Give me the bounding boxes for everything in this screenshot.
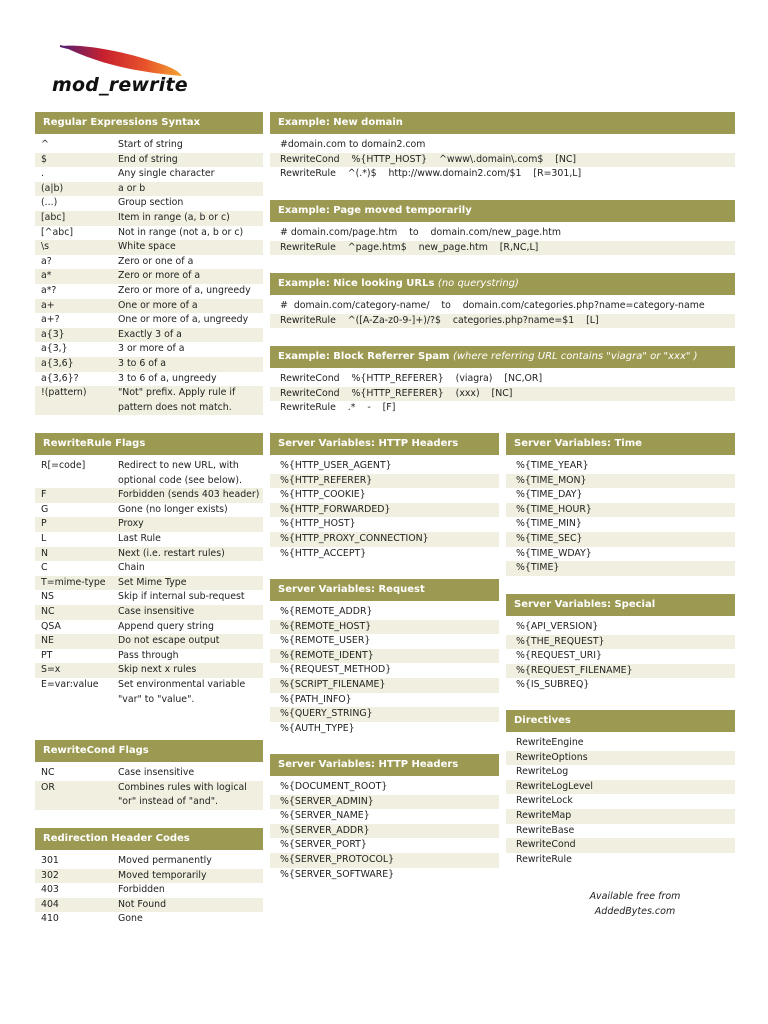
row-description: Moved temporarily <box>118 869 207 881</box>
row-description: Set Mime Type <box>118 576 187 588</box>
row-description: Pass through <box>118 649 179 661</box>
row-key: \s <box>41 241 50 253</box>
row-key: (...) <box>41 197 58 209</box>
table-row <box>35 342 263 357</box>
list-item: #domain.com to domain2.com <box>280 139 426 150</box>
row-key: [abc] <box>41 211 66 223</box>
table-row <box>35 284 263 299</box>
row-description: Combines rules with logical "or" instead of "and". <box>118 781 247 808</box>
row-key: 410 <box>41 913 59 925</box>
example-new-domain-header: Example: New domain <box>270 112 735 134</box>
row-key: NC <box>41 767 55 778</box>
row-key: L <box>41 532 47 544</box>
table-row <box>35 328 263 343</box>
list-item: RewriteLogLevel <box>506 780 735 795</box>
list-item: %{TIME_HOUR} <box>506 503 735 518</box>
row-key: a* <box>41 270 52 282</box>
row-description: Gone (no longer exists) <box>118 503 228 515</box>
list-item: RewriteRule ^page.htm$ new_page.htm [R,NC,L] <box>270 241 735 256</box>
example-nice-urls <box>270 273 735 328</box>
list-item: %{SERVER_PORT} <box>280 839 367 851</box>
row-key: NC <box>41 605 55 617</box>
row-key: a*? <box>41 284 57 296</box>
table-row <box>35 240 263 255</box>
table-row <box>35 167 263 182</box>
row-description: Next (i.e. restart rules) <box>118 547 225 559</box>
list-item: %{HTTP_HOST} <box>280 518 356 530</box>
row-description: Gone <box>118 913 143 925</box>
sv-special-lines <box>506 620 735 693</box>
row-key: OR <box>41 781 55 793</box>
row-description: One or more of a <box>118 299 198 311</box>
sv-special-header: Server Variables: Special <box>506 594 735 616</box>
sv-request-header: Server Variables: Request <box>270 579 499 601</box>
row-description: 3 to 6 of a, ungreedy <box>118 372 217 384</box>
row-description: End of string <box>118 153 178 165</box>
row-description: "Not" prefix. Apply rule if pattern does not match. <box>118 387 236 413</box>
list-item: %{SCRIPT_FILENAME} <box>270 678 499 693</box>
list-item: RewriteMap <box>506 809 735 824</box>
table-row <box>35 590 263 605</box>
sv-time-header: Server Variables: Time <box>506 433 735 455</box>
table-row <box>35 912 263 927</box>
cond-flags-section <box>35 740 263 810</box>
row-key: a{3,} <box>41 343 68 355</box>
list-item: %{SERVER_NAME} <box>280 810 370 822</box>
example-page-moved-lines <box>270 226 735 255</box>
row-key: T=mime-type <box>41 576 106 588</box>
table-row <box>35 299 263 314</box>
list-item: RewriteEngine <box>516 737 584 748</box>
list-item: %{TIME_DAY} <box>516 489 583 501</box>
row-key: (a|b) <box>41 182 64 194</box>
table-row <box>35 649 263 664</box>
sv-time-lines <box>506 459 735 576</box>
list-item: %{TIME} <box>506 561 735 576</box>
row-key: NE <box>41 635 54 647</box>
table-row <box>35 620 263 635</box>
row-key: !(pattern) <box>41 387 87 399</box>
row-description: Exactly 3 of a <box>118 328 182 340</box>
sv-http-lines <box>270 459 499 561</box>
row-description: Skip next x rules <box>118 664 197 676</box>
sv-special-section <box>506 594 735 693</box>
row-description: Chain <box>118 562 145 574</box>
row-description: Zero or one of a <box>118 255 194 267</box>
table-row <box>35 663 263 678</box>
example-nice-urls-title: Example: Nice looking URLs <box>278 278 435 289</box>
row-description: Skip if internal sub-request <box>118 591 245 603</box>
sv-http2-header: Server Variables: HTTP Headers <box>270 754 499 776</box>
row-key: ^ <box>41 139 49 150</box>
row-description: Zero or more of a <box>118 270 201 282</box>
row-description: Any single character <box>118 168 215 180</box>
page-title: mod_rewrite <box>52 74 188 96</box>
row-description: a or b <box>118 182 146 194</box>
redirect-codes-header: Redirection Header Codes <box>35 828 263 850</box>
list-item: %{REMOTE_USER} <box>280 635 371 647</box>
table-row <box>35 561 263 576</box>
row-key: 302 <box>41 869 59 881</box>
list-item: %{REQUEST_METHOD} <box>280 664 392 676</box>
row-description: Last Rule <box>118 532 161 544</box>
row-key: F <box>41 489 47 501</box>
list-item: %{AUTH_TYPE} <box>280 722 355 734</box>
table-row <box>35 372 263 387</box>
table-row <box>35 766 263 781</box>
table-row <box>35 517 263 532</box>
rule-flags-rows <box>35 459 263 707</box>
list-item: %{REQUEST_FILENAME} <box>506 664 735 679</box>
table-row <box>35 503 263 518</box>
example-referrer-spam-header <box>270 346 735 368</box>
row-key: a+ <box>41 299 55 311</box>
table-row <box>35 269 263 284</box>
list-item: %{API_VERSION} <box>516 621 599 632</box>
list-item: RewriteOptions <box>506 751 735 766</box>
row-key: a+? <box>41 314 60 326</box>
list-item: RewriteCond %{HTTP_REFERER} (viagra) [NC,OR] <box>280 373 543 384</box>
row-key: E=var:value <box>41 678 99 690</box>
sv-time-section <box>506 433 735 576</box>
row-description: 3 or more of a <box>118 343 185 355</box>
list-item: RewriteRule ^([A-Za-z0-9-]+)/?$ categories.php?name=$1 [L] <box>270 314 735 329</box>
sv-http2-section <box>270 754 499 882</box>
list-item: %{REMOTE_HOST} <box>270 620 499 635</box>
example-nice-urls-note: (no querystring) <box>437 278 519 289</box>
row-key: a{3,6} <box>41 357 74 369</box>
table-row <box>35 605 263 620</box>
row-description: Set environmental variable "var" to "value". <box>118 678 246 705</box>
example-nice-urls-lines <box>270 299 735 328</box>
row-description: White space <box>118 241 176 253</box>
list-item: RewriteCond %{HTTP_REFERER} (xxx) [NC] <box>270 387 735 402</box>
row-description: 3 to 6 of a <box>118 357 167 369</box>
row-key: G <box>41 503 49 515</box>
redirect-codes-rows <box>35 854 263 927</box>
list-item: %{PATH_INFO} <box>280 693 352 705</box>
table-row <box>35 781 263 810</box>
list-item: %{TIME_MIN} <box>516 518 582 530</box>
sv-http-header: Server Variables: HTTP Headers <box>270 433 499 455</box>
list-item: %{SERVER_PROTOCOL} <box>270 853 499 868</box>
table-row <box>35 532 263 547</box>
row-key: . <box>41 168 44 180</box>
row-key: PT <box>41 649 53 661</box>
row-key: $ <box>41 153 47 165</box>
row-key: N <box>41 547 49 559</box>
row-key: a{3,6}? <box>41 372 79 384</box>
row-key: 404 <box>41 898 59 910</box>
list-item: %{THE_REQUEST} <box>506 635 735 650</box>
row-key: 403 <box>41 884 59 896</box>
list-item: RewriteCond %{HTTP_HOST} ^www\.domain\.com$ [NC] <box>270 153 735 168</box>
list-item: %{REMOTE_IDENT} <box>270 649 499 664</box>
row-description: Forbidden <box>118 884 165 896</box>
list-item: %{HTTP_USER_AGENT} <box>280 460 392 471</box>
row-description: Not in range (not a, b or c) <box>118 226 244 238</box>
table-row <box>35 153 263 168</box>
credit-line-1: Available free from <box>589 891 681 902</box>
row-key: a? <box>41 255 52 267</box>
row-description: One or more of a, ungreedy <box>118 314 249 326</box>
list-item: %{SERVER_ADMIN} <box>270 795 499 810</box>
row-key: QSA <box>41 620 61 632</box>
regex-header: Regular Expressions Syntax <box>35 112 263 134</box>
regex-rows <box>35 138 263 415</box>
row-key: S=x <box>41 664 61 676</box>
credit-line-2: AddedBytes.com <box>594 906 676 917</box>
directives-lines <box>506 736 735 867</box>
list-item: %{REMOTE_ADDR} <box>280 606 373 617</box>
redirect-codes-section <box>35 828 263 927</box>
table-row <box>35 898 263 913</box>
list-item: %{SERVER_SOFTWARE} <box>280 868 395 880</box>
table-row <box>35 138 263 153</box>
row-description: Group section <box>118 197 184 209</box>
list-item: %{QUERY_STRING} <box>270 707 499 722</box>
list-item: %{HTTP_REFERER} <box>270 474 499 489</box>
row-key: C <box>41 562 48 574</box>
list-item: %{HTTP_COOKIE} <box>280 489 366 501</box>
list-item: %{DOCUMENT_ROOT} <box>280 781 388 792</box>
row-description: Item in range (a, b or c) <box>118 211 230 223</box>
list-item: # domain.com/page.htm to domain.com/new_page.htm <box>280 227 561 238</box>
table-row <box>35 226 263 241</box>
example-referrer-spam-lines <box>270 372 735 416</box>
row-description: Redirect to new URL, with optional code (see below). <box>118 460 242 486</box>
row-description: Start of string <box>118 139 183 150</box>
credit <box>560 889 710 919</box>
cond-flags-rows <box>35 766 263 810</box>
table-row <box>35 386 263 415</box>
example-page-moved <box>270 200 735 255</box>
regex-section <box>35 112 263 415</box>
table-row <box>35 488 263 503</box>
list-item: # domain.com/category-name/ to domain.com/categories.php?name=category-name <box>280 300 705 311</box>
example-referrer-spam <box>270 346 735 416</box>
row-key: 301 <box>41 855 59 866</box>
list-item: RewriteBase <box>516 824 575 836</box>
table-row <box>35 459 263 488</box>
list-item: %{REQUEST_URI} <box>516 650 602 662</box>
example-page-moved-header: Example: Page moved temporarily <box>270 200 735 222</box>
list-item: RewriteCond <box>506 838 735 853</box>
list-item: %{TIME_YEAR} <box>516 460 589 471</box>
row-description: Not Found <box>118 898 167 910</box>
directives-header: Directives <box>506 710 735 732</box>
row-description: Moved permanently <box>118 855 212 866</box>
table-row <box>35 255 263 270</box>
table-row <box>35 196 263 211</box>
row-description: Case insensitive <box>118 767 195 778</box>
row-description: Zero or more of a, ungreedy <box>118 284 251 296</box>
row-key: [^abc] <box>41 226 74 238</box>
cond-flags-header: RewriteCond Flags <box>35 740 263 762</box>
directives-section <box>506 710 735 867</box>
list-item: %{TIME_WDAY} <box>516 547 592 559</box>
row-description: Forbidden (sends 403 header) <box>118 489 260 501</box>
rule-flags-section <box>35 433 263 707</box>
list-item: RewriteRule ^(.*)$ http://www.domain2.com/$1 [R=301,L] <box>280 168 582 180</box>
sv-request-lines <box>270 605 499 736</box>
row-key: a{3} <box>41 328 65 340</box>
table-row <box>35 547 263 562</box>
row-description: Do not escape output <box>118 635 220 647</box>
row-description: Proxy <box>118 518 144 530</box>
table-row <box>35 182 263 197</box>
table-row <box>35 869 263 884</box>
example-referrer-spam-note: (where referring URL contains "viagra" or "xxx" ) <box>452 351 698 362</box>
list-item: %{SERVER_ADDR} <box>270 824 499 839</box>
list-item: RewriteRule .* - [F] <box>280 402 396 414</box>
row-key: P <box>41 518 47 530</box>
row-key: R[=code] <box>41 460 86 471</box>
list-item: %{HTTP_PROXY_CONNECTION} <box>270 532 499 547</box>
list-item: %{TIME_MON} <box>506 474 735 489</box>
list-item: %{IS_SUBREQ} <box>516 679 590 691</box>
row-description: Append query string <box>118 620 214 632</box>
row-description: Case insensitive <box>118 605 195 617</box>
sv-http2-lines <box>270 780 499 882</box>
list-item: %{HTTP_FORWARDED} <box>270 503 499 518</box>
list-item: RewriteLock <box>516 795 573 807</box>
example-new-domain <box>270 112 735 182</box>
table-row <box>35 634 263 649</box>
table-row <box>35 854 263 869</box>
table-row <box>35 211 263 226</box>
table-row <box>35 357 263 372</box>
example-referrer-spam-title: Example: Block Referrer Spam <box>278 351 450 362</box>
sv-request-section <box>270 579 499 736</box>
row-key: NS <box>41 591 54 603</box>
example-nice-urls-header <box>270 273 735 295</box>
table-row <box>35 576 263 591</box>
table-row <box>35 883 263 898</box>
table-row <box>35 678 263 707</box>
list-item: RewriteRule <box>516 853 572 865</box>
table-row <box>35 313 263 328</box>
list-item: RewriteLog <box>516 766 569 778</box>
sv-http-section <box>270 433 499 561</box>
logo <box>52 42 222 102</box>
list-item: %{TIME_SEC} <box>506 532 735 547</box>
list-item: %{HTTP_ACCEPT} <box>280 547 367 559</box>
example-new-domain-lines <box>270 138 735 182</box>
rule-flags-header: RewriteRule Flags <box>35 433 263 455</box>
